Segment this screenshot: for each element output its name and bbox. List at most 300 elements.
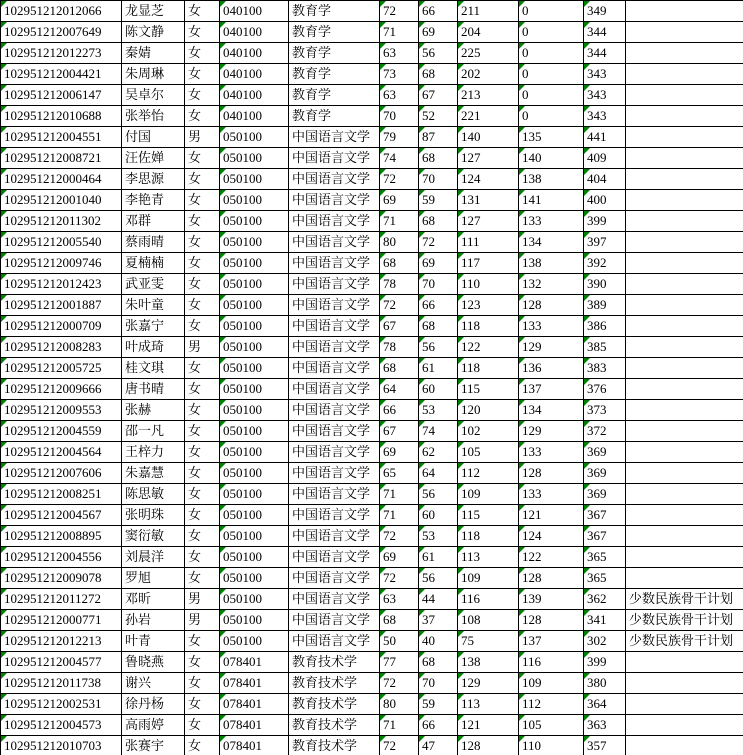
- score-1-cell[interactable]: [380, 274, 419, 295]
- major-cell[interactable]: [289, 505, 380, 526]
- total-cell[interactable]: [584, 715, 626, 736]
- score-4-cell[interactable]: [519, 673, 584, 694]
- score-2-cell[interactable]: [419, 64, 458, 85]
- remark-cell[interactable]: [626, 1, 743, 22]
- score-2-cell[interactable]: [419, 379, 458, 400]
- remark-cell[interactable]: [626, 295, 743, 316]
- total-cell[interactable]: [584, 43, 626, 64]
- candidate-id-cell[interactable]: [1, 652, 122, 673]
- gender-cell[interactable]: [185, 148, 220, 169]
- score-3-cell[interactable]: [458, 400, 519, 421]
- score-2-cell[interactable]: [419, 694, 458, 715]
- score-2-cell[interactable]: [419, 1, 458, 22]
- major-cell[interactable]: [289, 652, 380, 673]
- candidate-id-cell[interactable]: [1, 673, 122, 694]
- score-3-cell[interactable]: [458, 295, 519, 316]
- gender-cell[interactable]: [185, 274, 220, 295]
- total-cell[interactable]: [584, 484, 626, 505]
- score-1-cell[interactable]: [380, 589, 419, 610]
- score-1-cell[interactable]: [380, 400, 419, 421]
- candidate-id-cell[interactable]: [1, 148, 122, 169]
- gender-cell[interactable]: [185, 316, 220, 337]
- gender-cell[interactable]: [185, 673, 220, 694]
- score-3-cell[interactable]: [458, 22, 519, 43]
- score-2-cell[interactable]: [419, 715, 458, 736]
- candidate-id-cell[interactable]: [1, 610, 122, 631]
- score-1-cell[interactable]: [380, 610, 419, 631]
- total-cell[interactable]: [584, 547, 626, 568]
- candidate-id-cell[interactable]: [1, 631, 122, 652]
- gender-cell[interactable]: [185, 1, 220, 22]
- score-4-cell[interactable]: [519, 274, 584, 295]
- major-cell[interactable]: [289, 337, 380, 358]
- gender-cell[interactable]: [185, 337, 220, 358]
- major-cell[interactable]: [289, 211, 380, 232]
- candidate-id-cell[interactable]: [1, 694, 122, 715]
- score-3-cell[interactable]: [458, 379, 519, 400]
- score-1-cell[interactable]: [380, 526, 419, 547]
- score-2-cell[interactable]: [419, 610, 458, 631]
- major-code-cell[interactable]: [220, 85, 289, 106]
- gender-cell[interactable]: [185, 106, 220, 127]
- major-cell[interactable]: [289, 715, 380, 736]
- score-4-cell[interactable]: [519, 43, 584, 64]
- major-code-cell[interactable]: [220, 358, 289, 379]
- score-1-cell[interactable]: [380, 673, 419, 694]
- score-1-cell[interactable]: [380, 694, 419, 715]
- name-cell[interactable]: [122, 421, 185, 442]
- score-4-cell[interactable]: [519, 148, 584, 169]
- name-cell[interactable]: [122, 736, 185, 755]
- candidate-id-cell[interactable]: [1, 358, 122, 379]
- remark-cell[interactable]: [626, 463, 743, 484]
- remark-cell[interactable]: [626, 526, 743, 547]
- gender-cell[interactable]: [185, 211, 220, 232]
- score-3-cell[interactable]: [458, 190, 519, 211]
- major-cell[interactable]: [289, 379, 380, 400]
- candidate-id-cell[interactable]: [1, 463, 122, 484]
- remark-cell[interactable]: [626, 190, 743, 211]
- score-2-cell[interactable]: [419, 442, 458, 463]
- remark-cell[interactable]: [626, 505, 743, 526]
- major-code-cell[interactable]: [220, 169, 289, 190]
- name-cell[interactable]: [122, 589, 185, 610]
- name-cell[interactable]: [122, 232, 185, 253]
- total-cell[interactable]: [584, 358, 626, 379]
- total-cell[interactable]: [584, 106, 626, 127]
- score-2-cell[interactable]: [419, 568, 458, 589]
- major-cell[interactable]: [289, 22, 380, 43]
- score-4-cell[interactable]: [519, 484, 584, 505]
- score-1-cell[interactable]: [380, 547, 419, 568]
- candidate-id-cell[interactable]: [1, 505, 122, 526]
- remark-cell[interactable]: [626, 589, 743, 610]
- score-3-cell[interactable]: [458, 316, 519, 337]
- major-cell[interactable]: [289, 421, 380, 442]
- major-cell[interactable]: [289, 1, 380, 22]
- major-code-cell[interactable]: [220, 64, 289, 85]
- score-3-cell[interactable]: [458, 715, 519, 736]
- score-4-cell[interactable]: [519, 85, 584, 106]
- name-cell[interactable]: [122, 484, 185, 505]
- total-cell[interactable]: [584, 463, 626, 484]
- major-code-cell[interactable]: [220, 694, 289, 715]
- score-1-cell[interactable]: [380, 1, 419, 22]
- score-4-cell[interactable]: [519, 253, 584, 274]
- remark-cell[interactable]: [626, 64, 743, 85]
- major-code-cell[interactable]: [220, 631, 289, 652]
- total-cell[interactable]: [584, 505, 626, 526]
- major-cell[interactable]: [289, 442, 380, 463]
- remark-cell[interactable]: [626, 316, 743, 337]
- candidate-id-cell[interactable]: [1, 316, 122, 337]
- gender-cell[interactable]: [185, 169, 220, 190]
- candidate-id-cell[interactable]: [1, 211, 122, 232]
- name-cell[interactable]: [122, 715, 185, 736]
- major-cell[interactable]: [289, 106, 380, 127]
- major-cell[interactable]: [289, 190, 380, 211]
- score-3-cell[interactable]: [458, 43, 519, 64]
- score-1-cell[interactable]: [380, 631, 419, 652]
- score-2-cell[interactable]: [419, 463, 458, 484]
- candidate-id-cell[interactable]: [1, 22, 122, 43]
- name-cell[interactable]: [122, 568, 185, 589]
- name-cell[interactable]: [122, 316, 185, 337]
- major-cell[interactable]: [289, 148, 380, 169]
- name-cell[interactable]: [122, 631, 185, 652]
- name-cell[interactable]: [122, 400, 185, 421]
- gender-cell[interactable]: [185, 421, 220, 442]
- score-4-cell[interactable]: [519, 568, 584, 589]
- gender-cell[interactable]: [185, 547, 220, 568]
- remark-cell[interactable]: [626, 484, 743, 505]
- major-code-cell[interactable]: [220, 253, 289, 274]
- score-2-cell[interactable]: [419, 673, 458, 694]
- score-4-cell[interactable]: [519, 736, 584, 755]
- gender-cell[interactable]: [185, 400, 220, 421]
- major-code-cell[interactable]: [220, 568, 289, 589]
- major-code-cell[interactable]: [220, 421, 289, 442]
- total-cell[interactable]: [584, 337, 626, 358]
- total-cell[interactable]: [584, 316, 626, 337]
- total-cell[interactable]: [584, 568, 626, 589]
- major-code-cell[interactable]: [220, 610, 289, 631]
- major-code-cell[interactable]: [220, 505, 289, 526]
- major-cell[interactable]: [289, 127, 380, 148]
- score-4-cell[interactable]: [519, 169, 584, 190]
- remark-cell[interactable]: [626, 274, 743, 295]
- score-1-cell[interactable]: [380, 85, 419, 106]
- score-3-cell[interactable]: [458, 694, 519, 715]
- score-3-cell[interactable]: [458, 463, 519, 484]
- score-4-cell[interactable]: [519, 547, 584, 568]
- score-4-cell[interactable]: [519, 337, 584, 358]
- remark-cell[interactable]: [626, 127, 743, 148]
- name-cell[interactable]: [122, 694, 185, 715]
- gender-cell[interactable]: [185, 589, 220, 610]
- name-cell[interactable]: [122, 463, 185, 484]
- gender-cell[interactable]: [185, 127, 220, 148]
- score-1-cell[interactable]: [380, 358, 419, 379]
- remark-cell[interactable]: [626, 253, 743, 274]
- major-cell[interactable]: [289, 631, 380, 652]
- remark-cell[interactable]: [626, 694, 743, 715]
- total-cell[interactable]: [584, 526, 626, 547]
- score-2-cell[interactable]: [419, 169, 458, 190]
- score-3-cell[interactable]: [458, 442, 519, 463]
- score-1-cell[interactable]: [380, 253, 419, 274]
- score-1-cell[interactable]: [380, 64, 419, 85]
- score-3-cell[interactable]: [458, 232, 519, 253]
- score-2-cell[interactable]: [419, 106, 458, 127]
- candidate-id-cell[interactable]: [1, 295, 122, 316]
- score-2-cell[interactable]: [419, 316, 458, 337]
- score-3-cell[interactable]: [458, 148, 519, 169]
- gender-cell[interactable]: [185, 358, 220, 379]
- remark-cell[interactable]: [626, 673, 743, 694]
- score-3-cell[interactable]: [458, 547, 519, 568]
- name-cell[interactable]: [122, 337, 185, 358]
- remark-cell[interactable]: [626, 736, 743, 755]
- score-3-cell[interactable]: [458, 568, 519, 589]
- score-2-cell[interactable]: [419, 358, 458, 379]
- score-2-cell[interactable]: [419, 484, 458, 505]
- score-1-cell[interactable]: [380, 715, 419, 736]
- score-4-cell[interactable]: [519, 694, 584, 715]
- candidate-id-cell[interactable]: [1, 253, 122, 274]
- score-4-cell[interactable]: [519, 610, 584, 631]
- score-2-cell[interactable]: [419, 400, 458, 421]
- score-3-cell[interactable]: [458, 253, 519, 274]
- major-code-cell[interactable]: [220, 211, 289, 232]
- name-cell[interactable]: [122, 1, 185, 22]
- remark-cell[interactable]: [626, 442, 743, 463]
- major-cell[interactable]: [289, 85, 380, 106]
- gender-cell[interactable]: [185, 442, 220, 463]
- score-2-cell[interactable]: [419, 127, 458, 148]
- score-3-cell[interactable]: [458, 505, 519, 526]
- candidate-id-cell[interactable]: [1, 421, 122, 442]
- score-2-cell[interactable]: [419, 736, 458, 755]
- score-4-cell[interactable]: [519, 631, 584, 652]
- score-3-cell[interactable]: [458, 85, 519, 106]
- score-1-cell[interactable]: [380, 421, 419, 442]
- score-1-cell[interactable]: [380, 295, 419, 316]
- name-cell[interactable]: [122, 106, 185, 127]
- score-4-cell[interactable]: [519, 190, 584, 211]
- major-code-cell[interactable]: [220, 379, 289, 400]
- score-3-cell[interactable]: [458, 736, 519, 755]
- major-code-cell[interactable]: [220, 484, 289, 505]
- major-code-cell[interactable]: [220, 715, 289, 736]
- name-cell[interactable]: [122, 673, 185, 694]
- major-code-cell[interactable]: [220, 316, 289, 337]
- total-cell[interactable]: [584, 652, 626, 673]
- total-cell[interactable]: [584, 694, 626, 715]
- candidate-id-cell[interactable]: [1, 85, 122, 106]
- total-cell[interactable]: [584, 295, 626, 316]
- candidate-id-cell[interactable]: [1, 106, 122, 127]
- total-cell[interactable]: [584, 631, 626, 652]
- total-cell[interactable]: [584, 379, 626, 400]
- score-3-cell[interactable]: [458, 421, 519, 442]
- name-cell[interactable]: [122, 652, 185, 673]
- gender-cell[interactable]: [185, 64, 220, 85]
- score-1-cell[interactable]: [380, 43, 419, 64]
- remark-cell[interactable]: [626, 715, 743, 736]
- candidate-id-cell[interactable]: [1, 547, 122, 568]
- score-2-cell[interactable]: [419, 190, 458, 211]
- score-4-cell[interactable]: [519, 106, 584, 127]
- name-cell[interactable]: [122, 22, 185, 43]
- name-cell[interactable]: [122, 442, 185, 463]
- major-code-cell[interactable]: [220, 22, 289, 43]
- major-cell[interactable]: [289, 316, 380, 337]
- major-cell[interactable]: [289, 274, 380, 295]
- score-1-cell[interactable]: [380, 484, 419, 505]
- major-code-cell[interactable]: [220, 442, 289, 463]
- score-1-cell[interactable]: [380, 211, 419, 232]
- score-1-cell[interactable]: [380, 379, 419, 400]
- major-code-cell[interactable]: [220, 337, 289, 358]
- major-code-cell[interactable]: [220, 1, 289, 22]
- score-3-cell[interactable]: [458, 106, 519, 127]
- name-cell[interactable]: [122, 547, 185, 568]
- gender-cell[interactable]: [185, 631, 220, 652]
- major-cell[interactable]: [289, 610, 380, 631]
- name-cell[interactable]: [122, 127, 185, 148]
- candidate-id-cell[interactable]: [1, 400, 122, 421]
- candidate-id-cell[interactable]: [1, 274, 122, 295]
- score-3-cell[interactable]: [458, 337, 519, 358]
- score-2-cell[interactable]: [419, 148, 458, 169]
- score-1-cell[interactable]: [380, 106, 419, 127]
- name-cell[interactable]: [122, 610, 185, 631]
- gender-cell[interactable]: [185, 610, 220, 631]
- candidate-id-cell[interactable]: [1, 568, 122, 589]
- score-4-cell[interactable]: [519, 64, 584, 85]
- score-1-cell[interactable]: [380, 652, 419, 673]
- name-cell[interactable]: [122, 274, 185, 295]
- major-cell[interactable]: [289, 295, 380, 316]
- gender-cell[interactable]: [185, 22, 220, 43]
- name-cell[interactable]: [122, 379, 185, 400]
- gender-cell[interactable]: [185, 295, 220, 316]
- score-4-cell[interactable]: [519, 463, 584, 484]
- remark-cell[interactable]: [626, 379, 743, 400]
- total-cell[interactable]: [584, 85, 626, 106]
- total-cell[interactable]: [584, 22, 626, 43]
- major-code-cell[interactable]: [220, 127, 289, 148]
- total-cell[interactable]: [584, 232, 626, 253]
- score-4-cell[interactable]: [519, 715, 584, 736]
- score-3-cell[interactable]: [458, 610, 519, 631]
- major-code-cell[interactable]: [220, 274, 289, 295]
- score-4-cell[interactable]: [519, 379, 584, 400]
- score-1-cell[interactable]: [380, 463, 419, 484]
- total-cell[interactable]: [584, 211, 626, 232]
- major-code-cell[interactable]: [220, 400, 289, 421]
- score-4-cell[interactable]: [519, 358, 584, 379]
- score-4-cell[interactable]: [519, 127, 584, 148]
- name-cell[interactable]: [122, 526, 185, 547]
- score-2-cell[interactable]: [419, 211, 458, 232]
- total-cell[interactable]: [584, 421, 626, 442]
- major-code-cell[interactable]: [220, 190, 289, 211]
- remark-cell[interactable]: [626, 610, 743, 631]
- score-2-cell[interactable]: [419, 547, 458, 568]
- score-4-cell[interactable]: [519, 589, 584, 610]
- name-cell[interactable]: [122, 253, 185, 274]
- remark-cell[interactable]: [626, 631, 743, 652]
- total-cell[interactable]: [584, 673, 626, 694]
- score-3-cell[interactable]: [458, 652, 519, 673]
- name-cell[interactable]: [122, 505, 185, 526]
- major-cell[interactable]: [289, 232, 380, 253]
- candidate-id-cell[interactable]: [1, 1, 122, 22]
- remark-cell[interactable]: [626, 232, 743, 253]
- score-2-cell[interactable]: [419, 337, 458, 358]
- candidate-id-cell[interactable]: [1, 484, 122, 505]
- score-1-cell[interactable]: [380, 736, 419, 755]
- score-3-cell[interactable]: [458, 1, 519, 22]
- score-2-cell[interactable]: [419, 22, 458, 43]
- major-cell[interactable]: [289, 547, 380, 568]
- remark-cell[interactable]: [626, 85, 743, 106]
- name-cell[interactable]: [122, 295, 185, 316]
- candidate-id-cell[interactable]: [1, 190, 122, 211]
- score-3-cell[interactable]: [458, 64, 519, 85]
- score-2-cell[interactable]: [419, 253, 458, 274]
- candidate-id-cell[interactable]: [1, 232, 122, 253]
- gender-cell[interactable]: [185, 526, 220, 547]
- total-cell[interactable]: [584, 736, 626, 755]
- remark-cell[interactable]: [626, 400, 743, 421]
- remark-cell[interactable]: [626, 358, 743, 379]
- gender-cell[interactable]: [185, 652, 220, 673]
- score-4-cell[interactable]: [519, 211, 584, 232]
- major-cell[interactable]: [289, 589, 380, 610]
- major-cell[interactable]: [289, 736, 380, 755]
- gender-cell[interactable]: [185, 694, 220, 715]
- gender-cell[interactable]: [185, 736, 220, 755]
- major-code-cell[interactable]: [220, 589, 289, 610]
- gender-cell[interactable]: [185, 43, 220, 64]
- score-1-cell[interactable]: [380, 148, 419, 169]
- score-1-cell[interactable]: [380, 190, 419, 211]
- gender-cell[interactable]: [185, 253, 220, 274]
- score-1-cell[interactable]: [380, 442, 419, 463]
- score-1-cell[interactable]: [380, 568, 419, 589]
- major-cell[interactable]: [289, 400, 380, 421]
- major-cell[interactable]: [289, 694, 380, 715]
- major-code-cell[interactable]: [220, 736, 289, 755]
- remark-cell[interactable]: [626, 211, 743, 232]
- score-4-cell[interactable]: [519, 421, 584, 442]
- score-1-cell[interactable]: [380, 169, 419, 190]
- total-cell[interactable]: [584, 610, 626, 631]
- gender-cell[interactable]: [185, 190, 220, 211]
- score-2-cell[interactable]: [419, 631, 458, 652]
- major-cell[interactable]: [289, 358, 380, 379]
- remark-cell[interactable]: [626, 652, 743, 673]
- remark-cell[interactable]: [626, 43, 743, 64]
- total-cell[interactable]: [584, 400, 626, 421]
- total-cell[interactable]: [584, 64, 626, 85]
- major-code-cell[interactable]: [220, 547, 289, 568]
- score-2-cell[interactable]: [419, 295, 458, 316]
- score-4-cell[interactable]: [519, 400, 584, 421]
